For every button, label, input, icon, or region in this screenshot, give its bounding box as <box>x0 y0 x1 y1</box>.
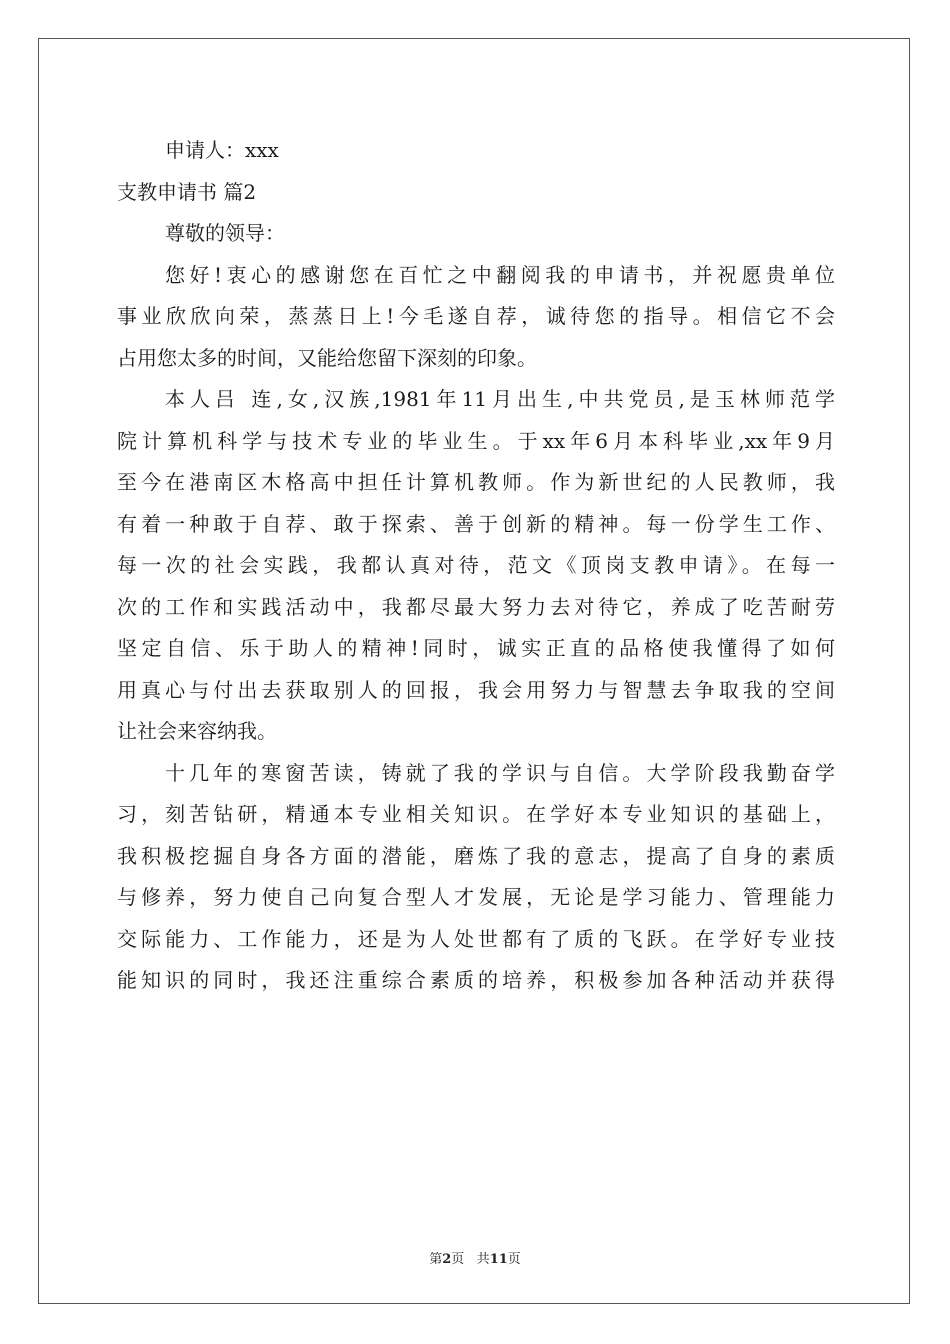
footer-total-pages: 11 <box>489 1252 508 1267</box>
paragraph-1-line-3: 占用您太多的时间，又能给您留下深刻的印象。 <box>117 345 537 370</box>
applicant-line: 申请人：xxx <box>165 138 279 162</box>
paragraph-2-line-2: 院计算机科学与技术专业的毕业生。于xx年6月本科毕业,xx年9月 <box>117 428 835 453</box>
paragraph-2-line-8: 用真心与付出去获取别人的回报，我会用努力与智慧去争取我的空间 <box>117 677 835 702</box>
salutation: 尊敬的领导： <box>165 221 285 245</box>
footer-total-prefix: 共 <box>476 1252 490 1267</box>
paragraph-3-line-5: 交际能力、工作能力，还是为人处世都有了质的飞跃。在学好专业技 <box>117 926 835 951</box>
paragraph-2-line-9: 让社会来容纳我。 <box>117 719 277 743</box>
footer-prefix: 第 <box>429 1252 443 1267</box>
paragraph-3-line-6: 能知识的同时，我还注重综合素质的培养，积极参加各种活动并获得 <box>117 968 835 992</box>
paragraph-3-line-4: 与修养，努力使自己向复合型人才发展，无论是学习能力、管理能力 <box>117 885 835 909</box>
paragraph-2-line-4: 有着一种敢于自荐、敢于探索、善于创新的精神。每一份学生工作、 <box>117 511 835 536</box>
document-body <box>117 130 835 1002</box>
footer-page-suffix: 页 <box>451 1252 465 1267</box>
paragraph-2-line-7: 坚定自信、乐于助人的精神!同时，诚实正直的品格使我懂得了如何 <box>117 636 835 660</box>
paragraph-2-line-1: 本人吕 连,女,汉族,1981年11月出生,中共党员,是玉林师范学 <box>165 387 835 411</box>
paragraph-1-line-2: 事业欣欣向荣，蒸蒸日上!今毛遂自荐，诚待您的指导。相信它不会 <box>117 304 835 328</box>
footer-page-number: 2 <box>442 1252 452 1267</box>
paragraph-3-line-1: 十几年的寒窗苦读，铸就了我的学识与自信。大学阶段我勤奋学 <box>165 760 835 785</box>
paragraph-3-line-2: 习，刻苦钻研，精通本专业相关知识。在学好本专业知识的基础上， <box>117 802 835 826</box>
paragraph-2-line-6: 次的工作和实践活动中，我都尽最大努力去对待它，养成了吃苦耐劳 <box>117 594 835 619</box>
footer-total-suffix: 页 <box>507 1252 521 1267</box>
paragraph-2-line-5: 每一次的社会实践，我都认真对待，范文《顶岗支教申请》。在每一 <box>117 553 835 577</box>
paragraph-1-line-1: 您好!衷心的感谢您在百忙之中翻阅我的申请书，并祝愿贵单位 <box>165 262 835 287</box>
paragraph-3-line-3: 我积极挖掘自身各方面的潜能，磨炼了我的意志，提高了自身的素质 <box>117 843 835 868</box>
paragraph-2-line-3: 至今在港南区木格高中担任计算机教师。作为新世纪的人民教师，我 <box>117 470 835 494</box>
section-heading: 支教申请书 篇2 <box>117 179 257 204</box>
page-footer <box>0 1248 950 1267</box>
